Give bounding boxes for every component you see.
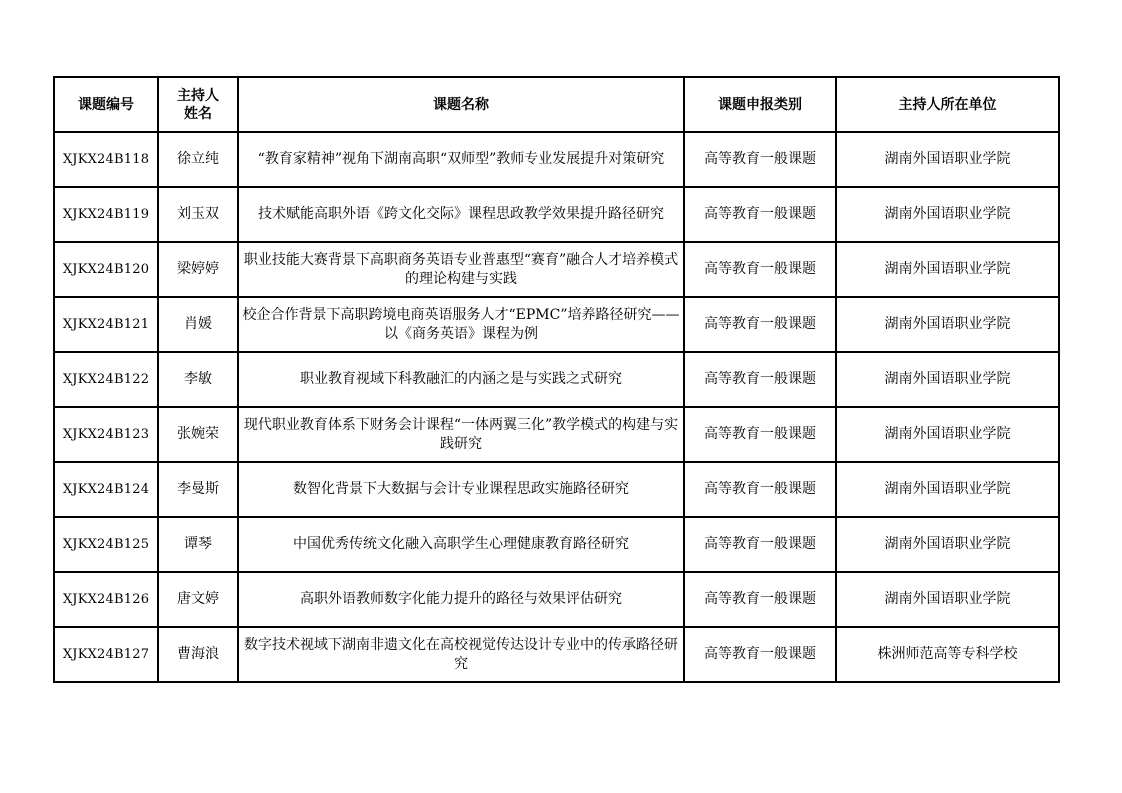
header-project-title: 课题名称 xyxy=(238,77,684,132)
project-title-cell: 现代职业教育体系下财务会计课程“一体两翼三化”教学模式的构建与实践研究 xyxy=(238,407,684,462)
category-cell: 高等教育一般课题 xyxy=(684,242,836,297)
table-row xyxy=(54,132,1059,187)
header-category: 课题申报类别 xyxy=(684,77,836,132)
project-code-cell: XJKX24B118 xyxy=(54,132,158,187)
table-row xyxy=(54,627,1059,682)
host-name-cell: 李曼斯 xyxy=(158,462,238,517)
category-cell: 高等教育一般课题 xyxy=(684,132,836,187)
project-title-cell: “教育家精神”视角下湖南高职“双师型”教师专业发展提升对策研究 xyxy=(238,132,684,187)
category-cell: 高等教育一般课题 xyxy=(684,462,836,517)
host-name-cell: 徐立纯 xyxy=(158,132,238,187)
host-unit-cell: 株洲师范高等专科学校 xyxy=(836,627,1059,682)
project-code-cell: XJKX24B120 xyxy=(54,242,158,297)
header-project-code: 课题编号 xyxy=(54,77,158,132)
project-title-cell: 数智化背景下大数据与会计专业课程思政实施路径研究 xyxy=(238,462,684,517)
host-unit-cell: 湖南外国语职业学院 xyxy=(836,242,1059,297)
table-row xyxy=(54,517,1059,572)
host-unit-cell: 湖南外国语职业学院 xyxy=(836,352,1059,407)
host-unit-cell: 湖南外国语职业学院 xyxy=(836,407,1059,462)
category-cell: 高等教育一般课题 xyxy=(684,572,836,627)
table-row xyxy=(54,462,1059,517)
host-name-cell: 梁婷婷 xyxy=(158,242,238,297)
project-code-cell: XJKX24B127 xyxy=(54,627,158,682)
host-name-cell: 肖媛 xyxy=(158,297,238,352)
category-cell: 高等教育一般课题 xyxy=(684,407,836,462)
table-row xyxy=(54,352,1059,407)
project-title-cell: 中国优秀传统文化融入高职学生心理健康教育路径研究 xyxy=(238,517,684,572)
header-row xyxy=(54,77,1059,132)
table-row xyxy=(54,242,1059,297)
category-cell: 高等教育一般课题 xyxy=(684,517,836,572)
host-name-cell: 张婉荣 xyxy=(158,407,238,462)
category-cell: 高等教育一般课题 xyxy=(684,187,836,242)
project-title-cell: 职业技能大赛背景下高职商务英语专业普惠型“赛育”融合人才培养模式的理论构建与实践 xyxy=(238,242,684,297)
project-code-cell: XJKX24B121 xyxy=(54,297,158,352)
project-title-cell: 职业教育视域下科教融汇的内涵之是与实践之式研究 xyxy=(238,352,684,407)
host-unit-cell: 湖南外国语职业学院 xyxy=(836,572,1059,627)
table-row xyxy=(54,407,1059,462)
host-unit-cell: 湖南外国语职业学院 xyxy=(836,187,1059,242)
project-title-cell: 数字技术视域下湖南非遗文化在高校视觉传达设计专业中的传承路径研究 xyxy=(238,627,684,682)
category-cell: 高等教育一般课题 xyxy=(684,627,836,682)
category-cell: 高等教育一般课题 xyxy=(684,352,836,407)
project-title-cell: 校企合作背景下高职跨境电商英语服务人才“EPMC”培养路径研究——以《商务英语》课程为例 xyxy=(238,297,684,352)
category-cell: 高等教育一般课题 xyxy=(684,297,836,352)
host-name-cell: 李敏 xyxy=(158,352,238,407)
host-name-cell: 刘玉双 xyxy=(158,187,238,242)
host-unit-cell: 湖南外国语职业学院 xyxy=(836,517,1059,572)
project-code-cell: XJKX24B126 xyxy=(54,572,158,627)
project-title-cell: 高职外语教师数字化能力提升的路径与效果评估研究 xyxy=(238,572,684,627)
header-host-name: 主持人姓名 xyxy=(158,77,238,132)
table-row xyxy=(54,297,1059,352)
project-code-cell: XJKX24B122 xyxy=(54,352,158,407)
host-unit-cell: 湖南外国语职业学院 xyxy=(836,297,1059,352)
header-host-unit: 主持人所在单位 xyxy=(836,77,1059,132)
host-name-cell: 唐文婷 xyxy=(158,572,238,627)
host-unit-cell: 湖南外国语职业学院 xyxy=(836,462,1059,517)
project-table xyxy=(53,76,1060,683)
project-code-cell: XJKX24B125 xyxy=(54,517,158,572)
project-title-cell: 技术赋能高职外语《跨文化交际》课程思政教学效果提升路径研究 xyxy=(238,187,684,242)
project-code-cell: XJKX24B124 xyxy=(54,462,158,517)
table-row xyxy=(54,572,1059,627)
host-name-cell: 曹海浪 xyxy=(158,627,238,682)
project-code-cell: XJKX24B119 xyxy=(54,187,158,242)
project-code-cell: XJKX24B123 xyxy=(54,407,158,462)
host-name-cell: 谭琴 xyxy=(158,517,238,572)
table-row xyxy=(54,187,1059,242)
host-unit-cell: 湖南外国语职业学院 xyxy=(836,132,1059,187)
